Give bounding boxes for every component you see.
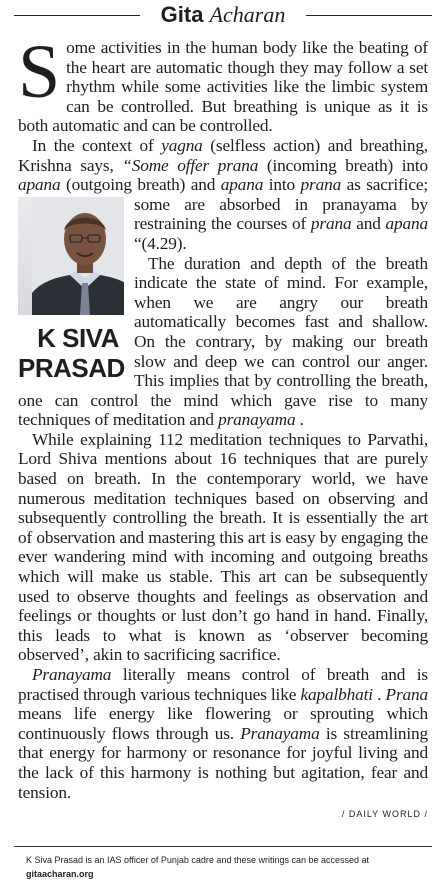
author-portrait — [18, 197, 124, 315]
paragraph-5: Pranayama literally means control of breath and is practised through various techniques like kapalbhati . Prana means life energy like flowering or sprouting which continuously flows through us. Pranayama is streamlining that energy for harmony or resonance for joyful living and the lack of this harmony is nothing but agitation, fear and tension. — [18, 665, 429, 802]
author-name — [18, 323, 124, 383]
website-link[interactable]: gitaacharan.org — [26, 869, 94, 879]
column-title-bold: Gita — [160, 2, 204, 27]
column-title-italic: Acharan — [209, 2, 286, 27]
article-body — [18, 30, 429, 825]
source-credit: / DAILY WORLD / — [341, 809, 428, 820]
paragraph-4: While explaining 112 meditation techniques to Parvathi, Lord Shiva mentions about 16 techniques that are purely based on breath. In the contemporary world, we have numerous meditation techniques based on observing and subsequently controlling the breath. It is essentially the art of observation and mastering this art is easy by engaging the ever wandering mind with incoming and outgoing breaths which will make us stable. This art can be subsequently used to observe thoughts and feelings as observation and feelings or thoughts or lust don’t go hand in hand. Finally, this leads to what is known as ‘observer becoming observed’, akin to sacrificing sacrifice. — [18, 429, 428, 665]
column-header — [0, 0, 446, 30]
drop-cap: S — [18, 30, 61, 114]
header-rule-right — [306, 15, 432, 16]
author-name-line-2: PRASAD — [18, 352, 125, 383]
author-note — [0, 846, 446, 881]
paragraph-2: In the context of yagna (selfless action) and breathing, Krishna says, “Some offer prana (incoming breath) into apana (outgoing breath) and apana into prana K SIVA PRASAD as sacrifice; some are absorbed in pranayama by restraining the courses of prana and apana “(4.29). — [18, 135, 429, 383]
author-name-line-1: K SIVA — [37, 322, 119, 353]
author-photo-block — [18, 197, 124, 385]
footer-rule — [14, 846, 432, 847]
paragraph-1: Some activities in the human body like the beating of the heart are automatic though they may follow a set rhythm while some activities like the limbic system can be controlled. But breathing is unique as it is both automatic and can be controlled. — [18, 30, 428, 136]
author-portrait-image — [32, 197, 124, 315]
author-note-text: K Siva Prasad is an IAS officer of Punjab cadre and these writings can be accessed at gitaacharan.org — [26, 855, 370, 879]
paragraph-3: The duration and depth of the breath indicate the state of mind. For example, when we are angry our breath automatically becomes fast and shallow. On the contrary, by making our breath slow and deep we can control our anger. This implies that by controlling the breath, one can control the mind which gave rise to many techniques of meditation and pranayama . — [18, 253, 428, 430]
